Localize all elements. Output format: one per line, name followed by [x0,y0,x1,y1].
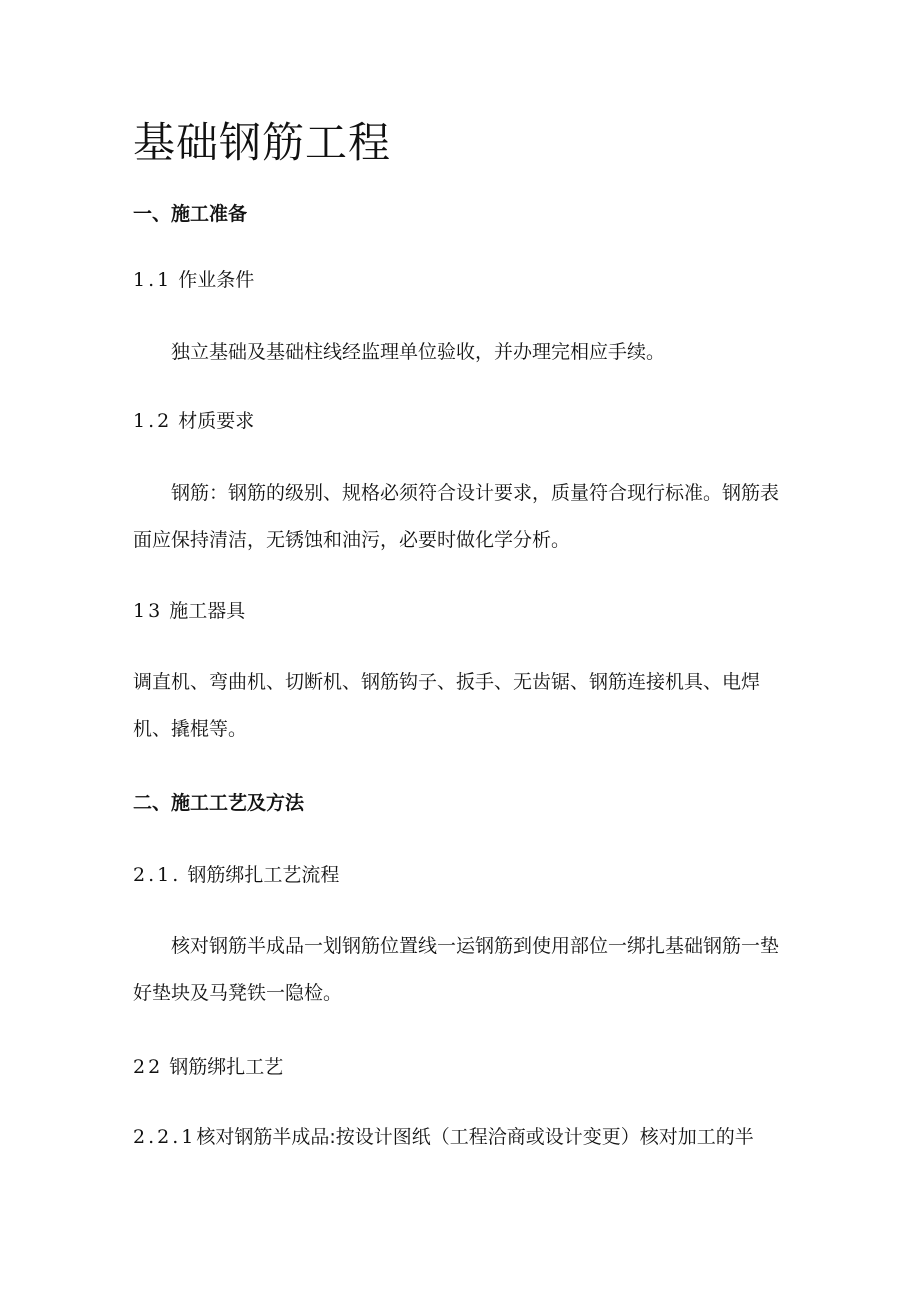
subheading-label: 施工器具 [169,600,246,622]
document-title: 基础钢筋工程 [133,118,392,167]
item-text: 核对钢筋半成品:按设计图纸（工程洽商或设计变更）核对加工的半 [196,1126,754,1148]
item-number: 2.2.1 [133,1126,197,1148]
subheading-1-1 [133,266,793,294]
subheading-label: 钢筋绑扎工艺 [169,1056,284,1078]
subheading-2-2 [133,1053,793,1081]
paragraph-work-conditions: 独立基础及基础柱线经监理单位验收，并办理完相应手续。 [171,341,666,363]
subheading-number: 13 [133,600,164,622]
subheading-label: 作业条件 [178,269,255,291]
subheading-1-2 [133,407,793,435]
section-heading-process: 二、施工工艺及方法 [133,792,305,814]
subheading-label: 钢筋绑扎工艺流程 [187,864,340,886]
subheading-number: 22 [133,1056,164,1078]
subheading-1-3 [133,597,793,625]
paragraph-tools: 调直机、弯曲机、切断机、钢筋钩子、扳手、无齿锯、钢筋连接机具、电焊机、撬棍等。 [133,671,761,740]
subheading-label: 材质要求 [178,410,255,432]
subheading-number: 1.1 [133,269,173,291]
paragraph-2-2-1 [133,1114,813,1161]
paragraph-material-requirements: 钢筋：钢筋的级别、规格必须符合设计要求，质量符合现行标准。钢筋表面应保持清洁，无锈蚀和油污，必要时做化学分析。 [133,482,780,551]
section-heading-preparation: 一、施工准备 [133,203,248,225]
subheading-number: 2.1. [133,864,182,886]
paragraph-process-flow: 核对钢筋半成品一划钢筋位置线一运钢筋到使用部位一绑扎基础钢筋一垫好垫块及马凳铁一隐检。 [133,935,780,1004]
subheading-2-1 [133,861,793,889]
subheading-number: 1.2 [133,410,173,432]
